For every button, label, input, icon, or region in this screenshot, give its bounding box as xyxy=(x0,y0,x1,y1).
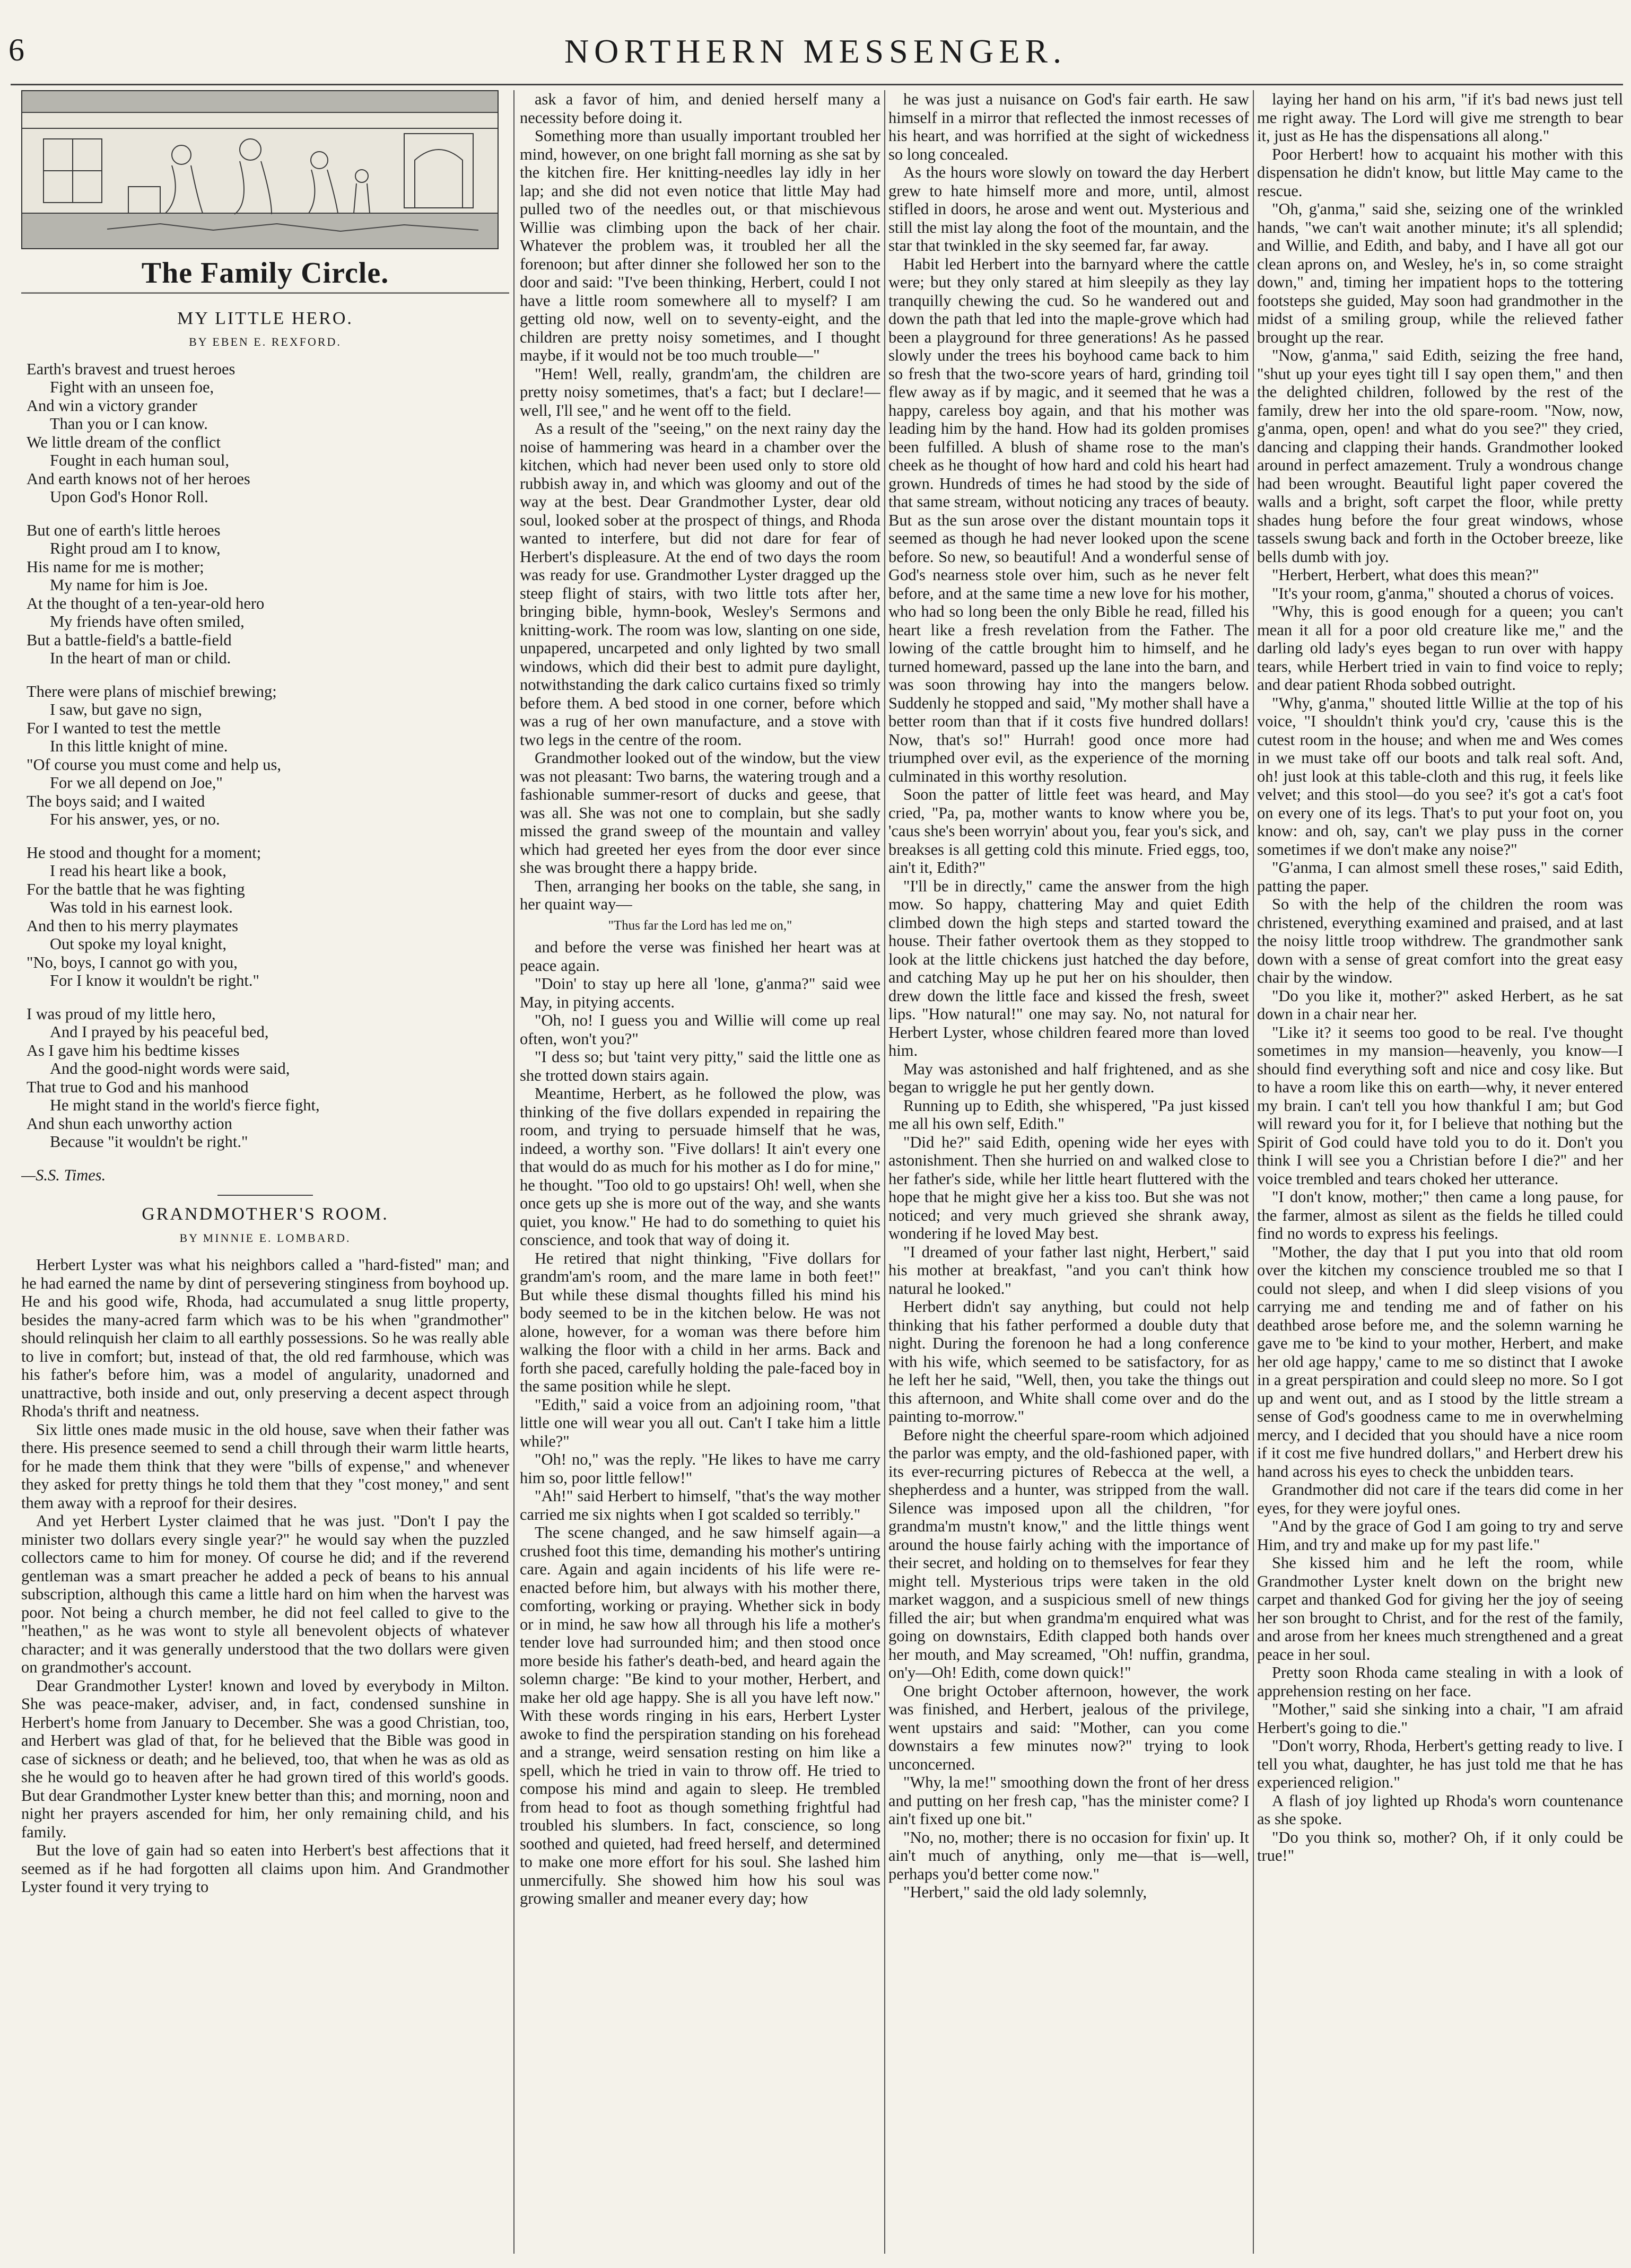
family-circle-illustration xyxy=(21,90,499,249)
story-paragraph: "Oh, g'anma," said she, seizing one of the wrinkled hands, "we can't wait another minute; it's all splendid; and Willie, and Edith, and baby, and I have all got our clean aprons on, and Wesley, he's in, so come straight down," and, timing her impatient hops to the tottering footsteps she guided, May soon had grandmother in the midst of a smiling group, while the relieved father brought up the rear. xyxy=(1257,200,1623,346)
poem-line: And I prayed by his peaceful bed, xyxy=(50,1023,269,1041)
masthead xyxy=(0,32,1631,74)
story-paragraph: "I don't know, mother;" then came a long pause, for the farmer, almost as silent as the fields he tilled could find no words to express his feelings. xyxy=(1257,1188,1623,1242)
story-paragraph: The scene changed, and he saw himself again—a crushed foot this time, demanding his mother's untiring care. Again and again incidents of his life were re-enacted before him, but always with his mother there, comforting, working or praying. Whether sick in body or in mind, he saw how all through his life a mother's tender love had surrounded him; and then stood once more beside his father's death-bed, and heard again the solemn charge: "Be kind to your mother, Herbert, and make her old age happy. She is all you have left now." With these words ringing in his ears, Herbert Lyster awoke to find the perspiration standing on his forehead and a strange, weird sensation resting on him like a spell, which he tried in vain to throw off. He tried to compose his mind and again to sleep. He trembled from head to foot as though something frightful had troubled his slumbers. In fact, conscience, so long soothed and quieted, had freed herself, and determined to make one more effort for his soul. She lashed him unmercifully. She showed him how his soul was growing smaller and meaner every day; how xyxy=(520,1523,880,1907)
story-paragraph: laying her hand on his arm, "if it's bad news just tell me right away. The Lord will give me strength to bear it, just as He has the dispensations all along." xyxy=(1257,90,1623,145)
story-paragraph: She kissed him and he left the room, while Grandmother Lyster knelt down on the bright new carpet and thanked God for giving her the joy of seeing her son brought to Christ, and for the rest of the family, and arose from her knees much strengthened and a great peace in her soul. xyxy=(1257,1554,1623,1663)
poem-line: We little dream of the conflict xyxy=(27,433,221,451)
poem-title: MY LITTLE HERO. xyxy=(177,308,353,328)
story-paragraph: Grandmother did not care if the tears did come in her eyes, for they were joyful ones. xyxy=(1257,1481,1623,1517)
story-paragraph: "No, no, mother; there is no occasion for fixin' up. It ain't much of anything, only me—that is—well, perhaps you'd better come now." xyxy=(888,1828,1249,1883)
poem-line: And win a victory grander xyxy=(27,396,197,415)
poem-line: For I know it wouldn't be right." xyxy=(50,971,259,989)
poem-line: For I wanted to test the mettle xyxy=(27,719,221,737)
poem-line: His name for me is mother; xyxy=(27,557,204,576)
column-3 xyxy=(888,90,1249,2259)
poem-line: Out spoke my loyal knight, xyxy=(50,935,226,953)
poem-line: "Of course you must come and help us, xyxy=(27,755,282,774)
poem-line: But one of earth's little heroes xyxy=(27,521,221,539)
poem-line: He stood and thought for a moment; xyxy=(27,843,261,862)
story-paragraph: Running up to Edith, she whispered, "Pa just kissed me all his own self, Edith." xyxy=(888,1096,1249,1133)
story-paragraph: "Mother," said she sinking into a chair, "I am afraid Herbert's going to die." xyxy=(1257,1700,1623,1737)
poem-line: In this little knight of mine. xyxy=(50,737,228,755)
story-paragraph: "Why, la me!" smoothing down the front of her dress and putting on her fresh cap, "has the minister come? I ain't fixed up one bit." xyxy=(888,1773,1249,1828)
story-paragraph: "Oh, no! I guess you and Willie will come up real often, won't you?" xyxy=(520,1011,880,1048)
poem-line: At the thought of a ten-year-old hero xyxy=(27,594,265,612)
poem-line: Fight with an unseen foe, xyxy=(50,378,214,396)
story-paragraph: Herbert Lyster was what his neighbors called a "hard-fisted" man; and he had earned the name by dint of persevering stinginess from boyhood up. He and his good wife, Rhoda, had accumulated a snug little property, besides the many-acred farm which was to be his when "grandmother" should relinquish her claim to all earthly possessions. So he was really able to live in comfort; but, instead of that, the old red farmhouse, which was his father's before him, was a model of angularity, unadorned and unattractive, both inside and out, only preserving a decent aspect through Rhoda's thrift and neatness. xyxy=(21,1256,509,1420)
poem-line: I saw, but gave no sign, xyxy=(50,700,202,719)
story-paragraph: he was just a nuisance on God's fair earth. He saw himself in a mirror that reflected the inmost recesses of his heart, and was horrified at the sight of wickedness so long concealed. xyxy=(888,90,1249,163)
poem-stanza xyxy=(27,682,509,829)
story-paragraph: Dear Grandmother Lyster! known and loved by everybody in Milton. She was peace-maker, adviser, and, in fact, condensed sunshine in Herbert's home from January to December. She was a good Christian, too, and Herbert was glad of that, for he believed that the Bible was good in case of sickness or death; and he believed, too, that when he was as old as she he would go to heaven after he had grown tired of this world's goods. But dear Grandmother Lyster knew better than this; and morning, noon and night her prayers ascended for him, her only remaining child, and his family. xyxy=(21,1676,509,1841)
story-paragraph: "I dess so; but 'taint very pitty," said the little one as she trotted down stairs again. xyxy=(520,1048,880,1084)
poem-line: Fought in each human soul, xyxy=(50,451,230,469)
story-paragraph: "Don't worry, Rhoda, Herbert's getting ready to live. I tell you what, daughter, he has just told me that he has experienced religion." xyxy=(1257,1737,1623,1791)
poem-line: I was proud of my little hero, xyxy=(27,1004,216,1023)
story-paragraph: "Herbert, Herbert, what does this mean?" xyxy=(1272,566,1539,584)
poem-line: Was told in his earnest look. xyxy=(50,898,233,916)
masthead-rule xyxy=(11,84,1623,85)
story-paragraph: As the hours wore slowly on toward the day Herbert grew to hate himself more and more, until, almost stifled in doors, he arose and went out. Mysterious and still the mist lay along the foot of the mountain, and the star that twinkled in the sky seemed far, far away. xyxy=(888,163,1249,255)
section-divider xyxy=(217,1195,313,1196)
story-paragraph: So with the help of the children the room was christened, everything examined and praised, and at last the noisy little troop withdrew. The grandmother sank down with a sense of great comfort into the great easy chair by the window. xyxy=(1257,895,1623,986)
story-paragraph: "Why, this is good enough for a queen; you can't mean it all for a poor old creature like me," and the darling old lady's eyes began to run over with happy tears, while Herbert tried in vain to find voice to reply; and dear patient Rhoda sobbed outright. xyxy=(1257,602,1623,694)
column-rule-1 xyxy=(513,90,514,2254)
poem-line: I read his heart like a book, xyxy=(50,862,226,880)
story-paragraph: and before the verse was finished her heart was at peace again. xyxy=(520,938,880,975)
column-4 xyxy=(1257,90,1623,2259)
poem-stanza xyxy=(27,360,509,506)
story-paragraph: "Ah!" said Herbert to himself, "that's the way mother carried me six nights when I got scalded so terribly." xyxy=(520,1487,880,1523)
story-paragraph: "Hem! Well, really, grandm'am, the children are pretty noisy sometimes, that's a fact; but I declare!—well, I'll see," and he went off to the field. xyxy=(520,364,880,419)
story-byline: BY MINNIE E. LOMBARD. xyxy=(179,1231,351,1245)
poem-line: Than you or I can know. xyxy=(50,415,208,433)
story-title: GRANDMOTHER'S ROOM. xyxy=(142,1204,389,1224)
section-banner xyxy=(21,257,509,294)
story-paragraph: "Why, g'anma," shouted little Willie at the top of his voice, "I shouldn't think you'd cry, 'cause this is the cutest room in the house; and when me and Wes comes in we must take off our boots and talk real soft. And, oh! just look at this table-cloth and this rug, it feels like velvet; and this stool—do you see? it's got a cat's foot on every one of its legs. That's to put your foot on, you know: and oh, say, can't we play puss in the corner sometimes if we don't make any noise?" xyxy=(1257,694,1623,859)
page-number: 6 xyxy=(8,32,25,67)
column-2 xyxy=(520,90,880,2259)
story-paragraph: One bright October afternoon, however, the work was finished, and Herbert, jealous of the privilege, went upstairs and said: "Mother, can you come downstairs a few minutes now?" trying to look unconcerned. xyxy=(888,1682,1249,1773)
story-column-3 xyxy=(888,90,1249,1902)
story-paragraph: Poor Herbert! how to acquaint his mother with this dispensation he didn't know, but little May came to the rescue. xyxy=(1257,145,1623,200)
poem-line: He might stand in the world's fierce fight, xyxy=(50,1096,320,1114)
poem-line: My name for him is Joe. xyxy=(50,576,208,594)
story-paragraph: "It's your room, g'anma," shouted a chorus of voices. xyxy=(1272,584,1614,602)
section-title: The Family Circle. xyxy=(141,257,389,290)
story-paragraph: "G'anma, I can almost smell these roses," said Edith, patting the paper. xyxy=(1257,859,1623,895)
poem-line: But a battle-field's a battle-field xyxy=(27,631,232,649)
story-paragraph: Then, arranging her books on the table, she sang, in her quaint way— xyxy=(520,877,880,913)
family-scene-icon xyxy=(22,91,498,248)
story-column-4 xyxy=(1257,90,1623,1865)
story-paragraph: Something more than usually important troubled her mind, however, on one bright fall morning as she sat by the kitchen fire. Her knitting-needles lay idly in her lap; and she did not even notice that little May had pulled two of the needles out, or that mischievous Willie was climbing upon the back of her chair. Whatever the problem was, it troubled her all the forenoon; but after dinner she followed her son to the door and said: "I've been thinking, Herbert, could I not have a little room somewhere all to myself? I am getting old now, well on to seventy-eight, and the children are pretty noisy sometimes, and I thought maybe, if it would not be too much trouble—" xyxy=(520,127,880,364)
poem-body xyxy=(27,360,509,1151)
poem-line: "No, boys, I cannot go with you, xyxy=(27,953,238,971)
poem-stanza xyxy=(27,1005,509,1151)
poem-line: And earth knows not of her heroes xyxy=(27,469,250,488)
story-paragraph: "Like it? it seems too good to be real. I've thought sometimes in my mansion—heavenly, you know—I should find everything soft and nice and cosy like. But to have a room like this on earth—why, it never entered my brain. I can't tell you how thankful I am; but God will reward you for it, for I believe that nothing but the Spirit of God could have told you to do it. Don't you think I will see you a Christian before I die?" and her voice trembled and tears choked her utterance. xyxy=(1257,1023,1623,1188)
story-paragraph: May was astonished and half frightened, and as she began to wriggle he put her gently down. xyxy=(888,1059,1249,1096)
story-paragraph: "Herbert," said the old lady solemnly, xyxy=(903,1883,1147,1901)
poem-line: In the heart of man or child. xyxy=(50,649,231,667)
story-paragraph: "I'll be in directly," came the answer from the high mow. So happy, chattering May and quiet Edith climbed down the high steps and started toward the house. Their father overtook them as they stopped to look at the little chickens just hatched the day before, and catching May up he put her on his shoulder, then drew down the little face and kissed the fresh, sweet lips. "How natural!" one may say. No, not natural for Herbert Lyster, whose children feared more than loved him. xyxy=(888,877,1249,1059)
poem-stanza xyxy=(27,844,509,990)
poem-line: For the battle that he was fighting xyxy=(27,880,245,898)
paper-title: NORTHERN MESSENGER. xyxy=(564,32,1067,70)
story-paragraph: "And by the grace of God I am going to try and serve Him, and try and make up for my past life." xyxy=(1257,1517,1623,1554)
story-column-2 xyxy=(520,90,880,914)
poem-byline: BY EBEN E. REXFORD. xyxy=(189,335,342,348)
story-paragraph: Pretty soon Rhoda came stealing in with a look of apprehension resting on her face. xyxy=(1257,1663,1623,1700)
story-paragraph: "Do you like it, mother?" asked Herbert, as he sat down in a chair near her. xyxy=(1257,986,1623,1023)
story-column-1 xyxy=(21,1256,509,1896)
story-paragraph: As a result of the "seeing," on the next rainy day the noise of hammering was heard in a chamber over the kitchen, which had never been used only to store old rubbish away in, and which was gloomy and out of the way at the best. Dear Grandmother Lyster, dear old soul, looked sober at the prospect of things, and Rhoda wanted to interfere, but did not dare for fear of Herbert's displeasure. At the end of two days the room was ready for use. Grandmother Lyster dragged up the steep flight of stairs, with two little tots after her, bringing bible, hymn-book, Wesley's Sermons and knitting-work. The room was low, slanting on one side, unpapered, uncarpeted and only lighted by two small windows, which did their best to admit pure daylight, notwithstanding the dark calico curtains fixed so trimly before them. A bed stood in one corner, before which was a rug of her own manufacture, and a stove with two legs in the centre of the room. xyxy=(520,419,880,749)
story-paragraph: "I dreamed of your father last night, Herbert," said his mother at breakfast, "and you can't think how natural he looked." xyxy=(888,1242,1249,1298)
poem-credit: —S.S. Times. xyxy=(21,1166,106,1184)
story-paragraph: Soon the patter of little feet was heard, and May cried, "Pa, pa, mother wants to know where you be, 'caus she's been worryin' about you, fear you's sick, and breakses is all getting cold this minute. Fried eggs, too, ain't it, Edith?" xyxy=(888,785,1249,877)
hymn-line: "Thus far the Lord has led me on," xyxy=(608,918,792,933)
poem-line: Upon God's Honor Roll. xyxy=(50,488,208,506)
story-paragraph: "Did he?" said Edith, opening wide her eyes with astonishment. Then she hurried on and walked close to her father's side, while her little heart fluttered with the hope that he might give her a kiss too. But she was not noticed; and very much grieved she shrank away, wondering if he loved May best. xyxy=(888,1133,1249,1242)
story-paragraph: Before night the cheerful spare-room which adjoined the parlor was empty, and the old-fashioned paper, with its ever-recurring pictures of Rebecca at the well, a shepherdess and a hunter, was stripped from the wall. Silence was imposed upon all the children, "for grandma'm mustn't know," and the little things went around the house fairly aching with the importance of their secret, and holding on to themselves for fear they might tell. Mysterious trips were taken in the old market waggon, and a suspicious smell of new things filled the air; but when grandma'm enquired what was going on downstairs, Edith clapped both hands over her mouth, and May screamed, "Oh! nuffin, grandma, on'y—Oh! Edith, come down quick!" xyxy=(888,1425,1249,1682)
story-paragraph: ask a favor of him, and denied herself many a necessity before doing it. xyxy=(520,90,880,127)
poem-line: For we all depend on Joe," xyxy=(50,774,223,792)
story-paragraph: Habit led Herbert into the barnyard where the cattle were; but they only stared at him sleepily as they lay tranquilly chewing the cud. So he wandered out and down the path that led into the maple-grove which had been a playground for three generations! As he passed slowly under the trees his boyhood came back to him so fresh that the two-score years of hard, grinding toil flew away as if by magic, and it seemed that he was a happy, careless boy again, and that his mother was leading him by the hand. How had its golden promises been fulfilled. A blush of shame rose to the man's cheek as he thought of how hard and cold his heart had grown. Hundreds of times he had stood by the side of that same stream, without noticing any traces of beauty. But as the sun arose over the distant mountain tops it seemed as though he had never looked upon the scene before. So new, so beautiful! And a wonderful sense of God's nearness stole over him, such as he never felt before, and at the same time a new love for his mother, who had so long been the only Bible he read, filled his heart like a fresh revelation from the Father. The lowing of the cattle brought him to himself, and he turned homeward, passed up the lane into the barn, and was soon throwing hay into the mangers below. Suddenly he stopped and said, "My mother shall have a better room than that if it costs five hundred dollars! Now, that's so!" Hurrah! good once more had triumphed over evil, as the experience of the morning culminated in this worthy resolution. xyxy=(888,255,1249,785)
story-paragraph: "Mother, the day that I put you into that old room over the kitchen my conscience troubled me so that I could not sleep, and when I did sleep visions of you carrying me and tending me and of father on his deathbed arose before me, and the solemn warning he gave me to 'be kind to your mother, Herbert, and make her old age happy,' came to me so distinct that I awoke in a great perspiration and could sleep no more. So I got up and went out, and as I stood by the little stream a sense of God's goodness came to me in overwhelming mercy, and I decided that you should have a nice room if it cost me five hundred dollars," and Herbert drew his hand across his eyes to check the unbidden tears. xyxy=(1257,1242,1623,1481)
poem-line: And then to his merry playmates xyxy=(27,916,238,935)
poem-stanza xyxy=(27,521,509,668)
poem-line: Because "it wouldn't be right." xyxy=(50,1133,248,1151)
poem-line: As I gave him his bedtime kisses xyxy=(27,1041,240,1059)
story-paragraph: Meantime, Herbert, as he followed the plow, was thinking of the five dollars expended in repairing the room, and trying to persuade himself that he was, indeed, a worthy son. "Five dollars! It ain't every one that would do as much for his mother as I do for mine," he thought. "Too old to go upstairs! Oh! well, when she once gets up she is more out of the way, and she wants quiet, you know." He had to do something to quiet his conscience, and took that way of doing it. xyxy=(520,1084,880,1249)
poem-line: Earth's bravest and truest heroes xyxy=(27,360,236,378)
story-paragraph: Grandmother looked out of the window, but the view was not pleasant: Two barns, the watering trough and a fashionable summer-resort of ducks and geese, that was all. She was not one to complain, but she sadly missed the grand sweep of the mountain and valley which had greeted her eyes from the door ever since she was brought there a happy bride. xyxy=(520,749,880,877)
story-paragraph: "Doin' to stay up here all 'lone, g'anma?" said wee May, in pitying accents. xyxy=(520,975,880,1011)
poem-line: And shun each unworthy action xyxy=(27,1114,232,1133)
column-rule-2 xyxy=(884,90,885,2254)
poem-line: The boys said; and I waited xyxy=(27,792,205,810)
story-paragraph: "Now, g'anma," said Edith, seizing the free hand, "shut up your eyes tight till I say open them," and then the delighted children, followed by the rest of the family, drew her into the old spare-room. "Now, now, g'anma, open, open! and what do you see?" they cried, dancing and clapping their hands. Grandmother looked around in perfect amazement. Truly a wondrous change had been wrought. Beautiful light paper covered the walls and a bright, soft carpet the floor, while pretty shades hung before the four great windows, whose tassels swung back and forth in the October breeze, like bells dumb with joy. xyxy=(1257,346,1623,566)
story-paragraph: But the love of gain had so eaten into Herbert's best affections that it seemed as if he had forgotten all claims upon him. And Grandmother Lyster found it very trying to xyxy=(21,1841,509,1896)
story-paragraph: And yet Herbert Lyster claimed that he was just. "Don't I pay the minister two dollars every single year?" he would say when the puzzled collectors came to him for money. Of course he did; and if the reverend gentleman was a smart preacher he added a peck of beans to his annual subscription, although this came a little hard on him when the harvest was poor. Not being a church member, he did not feel called to give to the "heathen," as he was wont to style all benevolent objects of whatever character; and it was generally understood that the two dollars were given on grandmother's account. xyxy=(21,1512,509,1676)
poem-line: That true to God and his manhood xyxy=(27,1078,249,1096)
column-rule-3 xyxy=(1253,90,1254,2254)
story-paragraph: A flash of joy lighted up Rhoda's worn countenance as she spoke. xyxy=(1257,1791,1623,1828)
story-paragraph: "Oh! no," was the reply. "He likes to have me carry him so, poor little fellow!" xyxy=(520,1450,880,1487)
poem-line: There were plans of mischief brewing; xyxy=(27,682,277,700)
poem-line: My friends have often smiled, xyxy=(50,612,245,631)
poem-line: And the good-night words were said, xyxy=(50,1059,290,1078)
story-paragraph: Herbert didn't say anything, but could not help thinking that his father performed a double duty that night. During the forenoon he had a long conference with his wife, which seemed to be satisfactory, for as he left her he said, "Well, then, you take the things out this afternoon, and White shall come over and do the painting to-morrow." xyxy=(888,1298,1249,1425)
story-paragraph: "Edith," said a voice from an adjoining room, "that little one will wear you all out. Can't I take him a little while?" xyxy=(520,1395,880,1450)
story-column-2b xyxy=(520,938,880,1908)
story-paragraph: "Do you think so, mother? Oh, if it only could be true!" xyxy=(1257,1828,1623,1864)
poem-line: For his answer, yes, or no. xyxy=(50,810,220,828)
poem-line: Right proud am I to know, xyxy=(50,539,221,557)
column-1 xyxy=(21,90,509,2259)
story-paragraph: He retired that night thinking, "Five dollars for grandm'am's room, and the mare lame in both feet!" But while these dismal thoughts filled his mind his body seemed to be in the kitchen below. He was not alone, however, for a woman was there before him walking the floor with a child in her arms. Back and forth she paced, carefully holding the pale-faced boy in the same position while he slept. xyxy=(520,1249,880,1395)
story-paragraph: Six little ones made music in the old house, save when their father was there. His presence seemed to send a chill through their warm little hearts, for he made them think that they were "bills of expense," and whenever they asked for pretty things he told them that they "cost money," and sent them away with a reproof for their desires. xyxy=(21,1420,509,1512)
